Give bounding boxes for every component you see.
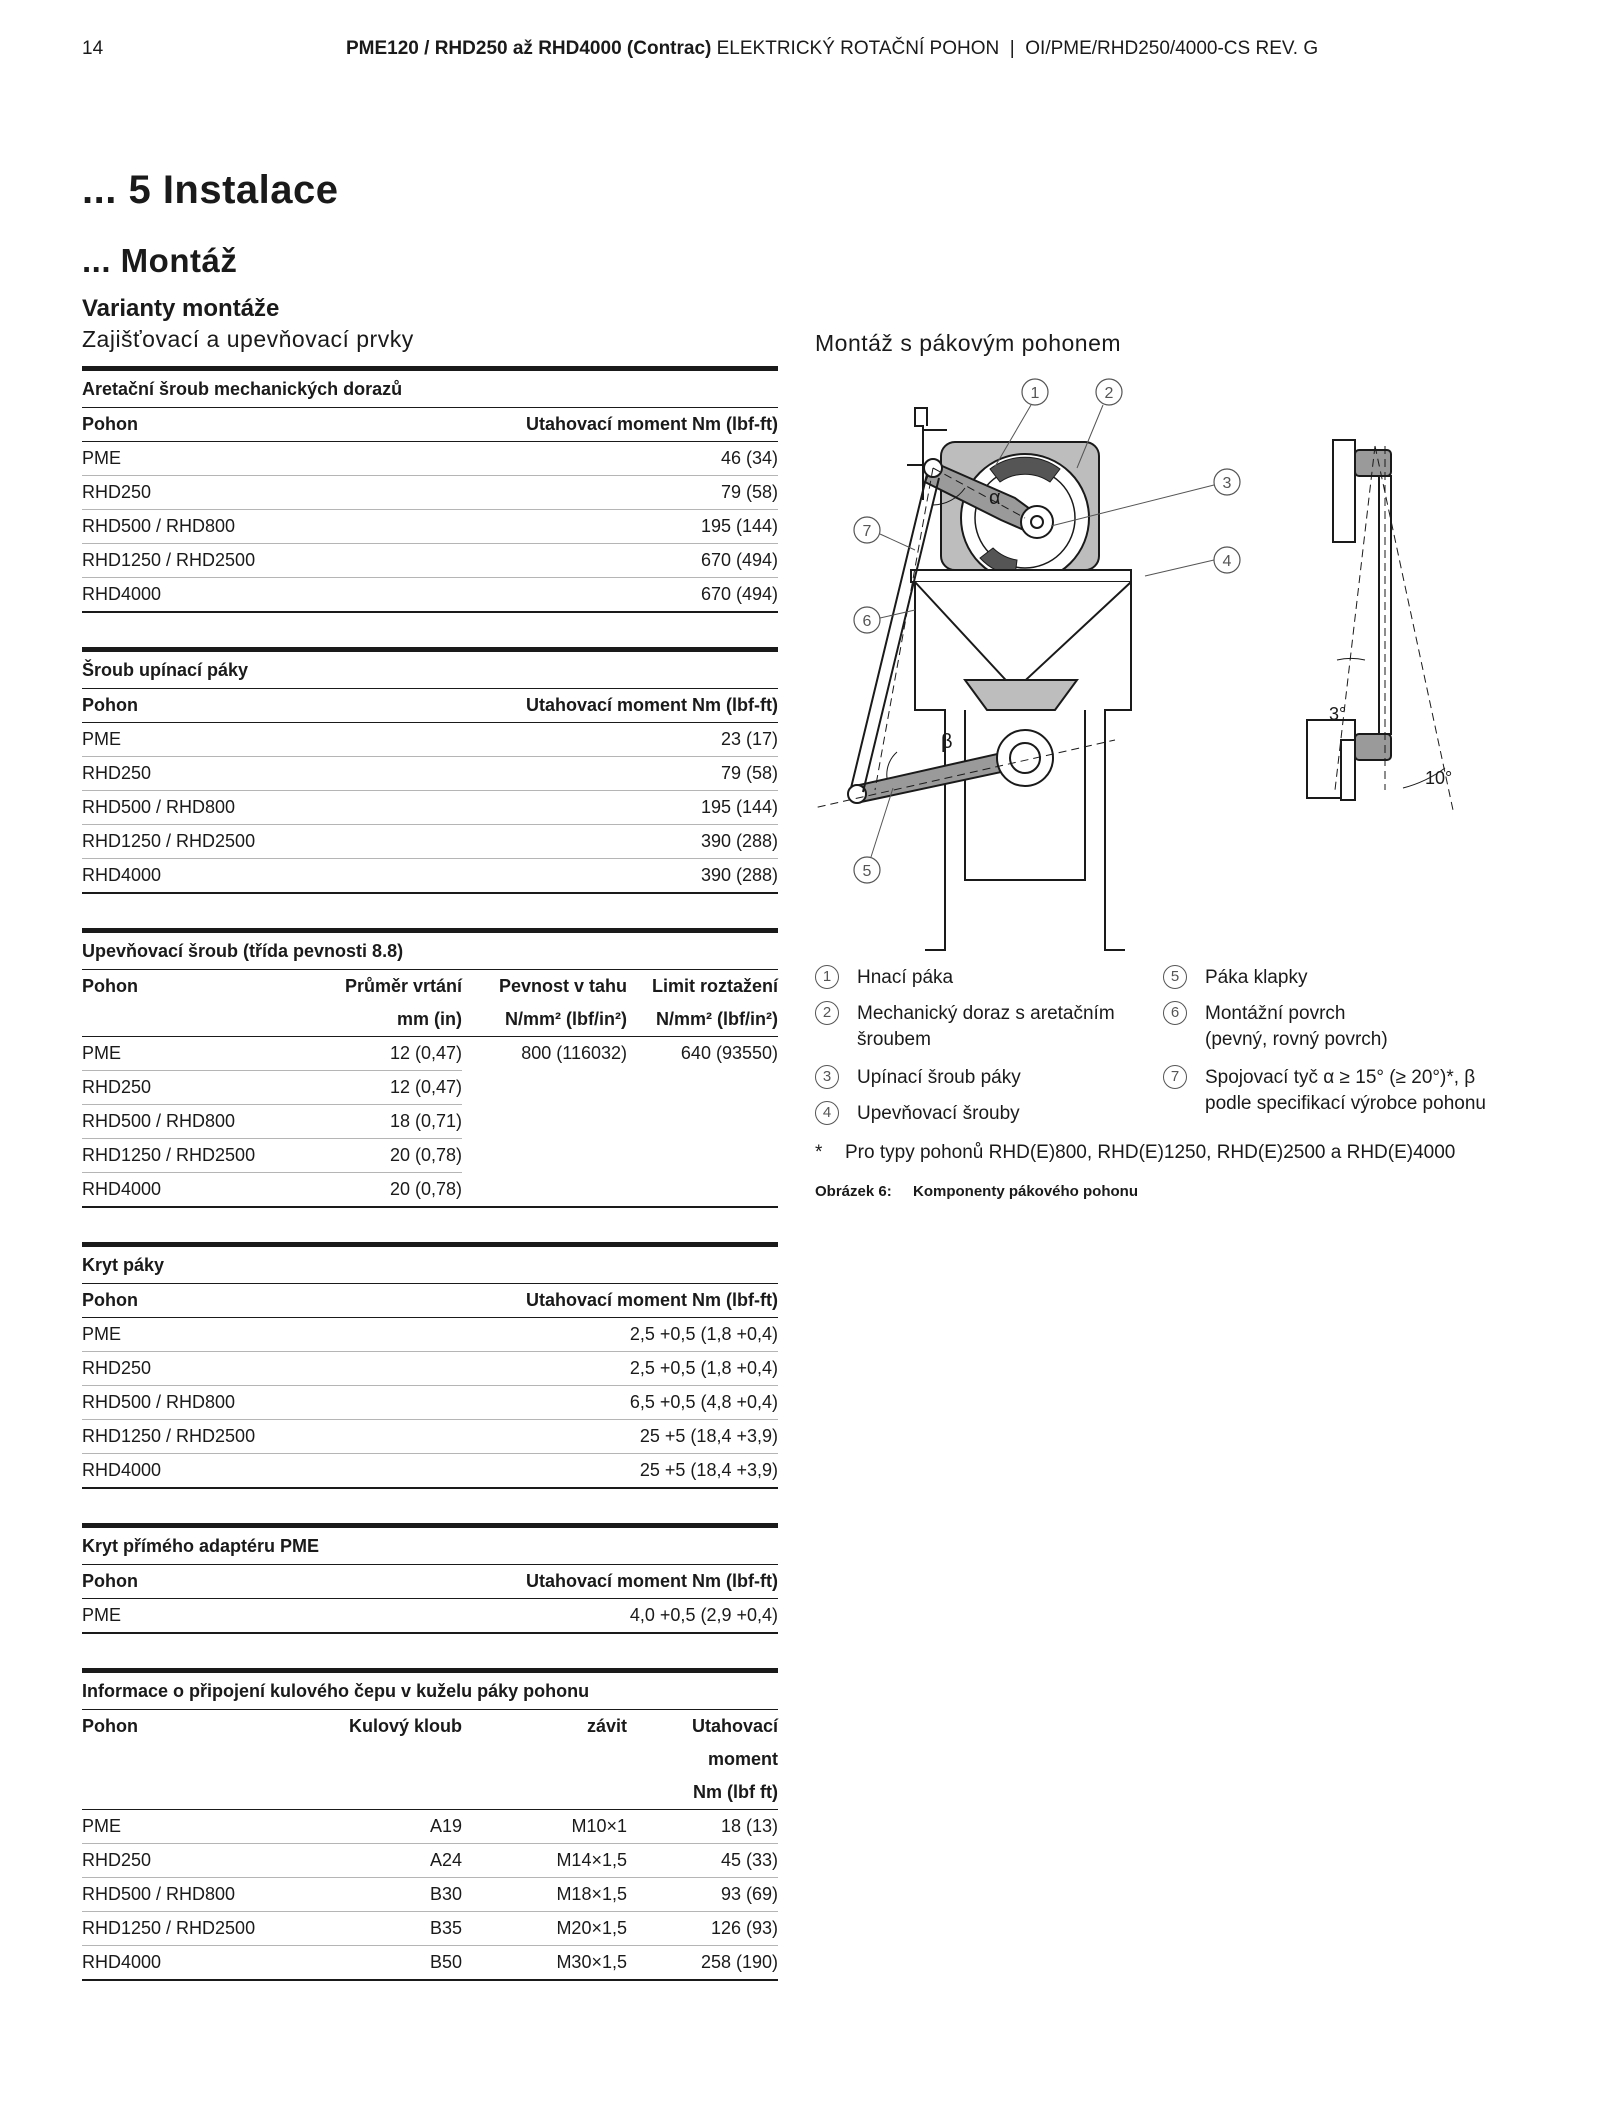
col-header xyxy=(82,1003,312,1037)
legend-item xyxy=(815,1101,1020,1127)
cell-drive: RHD1250 / RHD2500 xyxy=(82,1139,312,1173)
callout-number: 3 xyxy=(1222,475,1232,492)
left-column xyxy=(82,366,778,2015)
legend-item xyxy=(815,1001,1115,1053)
cell-bore: 18 (0,71) xyxy=(312,1105,462,1139)
cell-thread: M10×1 xyxy=(462,1810,627,1844)
col-header: Utahovací moment Nm (lbf-ft) xyxy=(209,1565,778,1599)
table-ball-joint xyxy=(82,1668,778,1981)
cell-drive: RHD4000 xyxy=(82,859,365,894)
cell-joint: B35 xyxy=(312,1912,462,1946)
cell-bore: 20 (0,78) xyxy=(312,1139,462,1173)
cell-thread: M14×1,5 xyxy=(462,1844,627,1878)
footnote-text: Pro typy pohonů RHD(E)800, RHD(E)1250, RHD(E)2500 a RHD(E)4000 xyxy=(845,1142,1456,1163)
col-header: mm (in) xyxy=(312,1003,462,1037)
legend-item xyxy=(815,1065,1021,1091)
cell-drive: RHD500 / RHD800 xyxy=(82,1105,312,1139)
figure-caption xyxy=(815,1183,1138,1200)
section-title: ... 5 Instalace xyxy=(82,168,339,212)
cell-torque: 4,0 +0,5 (2,9 +0,4) xyxy=(209,1599,778,1634)
table-row xyxy=(82,859,778,894)
cell-torque: 390 (288) xyxy=(365,859,778,894)
cell-torque: 126 (93) xyxy=(627,1912,778,1946)
cell-drive: RHD250 xyxy=(82,476,365,510)
col-header xyxy=(462,1776,627,1810)
footnote xyxy=(815,1142,1455,1164)
cell-drive: RHD4000 xyxy=(82,578,365,613)
table-row xyxy=(82,544,778,578)
side-view-shaft xyxy=(1341,740,1355,800)
callout-number: 6 xyxy=(862,613,872,630)
callout-number: 2 xyxy=(1104,385,1114,402)
figure-title: Montáž s pákovým pohonem xyxy=(815,330,1122,356)
cell-yield xyxy=(627,1105,778,1139)
cell-torque: 195 (144) xyxy=(365,510,778,544)
table-row xyxy=(82,578,778,613)
table-row xyxy=(82,1878,778,1912)
col-header: Utahovací moment Nm (lbf-ft) xyxy=(365,1284,778,1318)
angle-label-10: 10° xyxy=(1425,768,1453,788)
cell-tensile xyxy=(462,1173,627,1208)
table-row xyxy=(82,791,778,825)
cell-drive: RHD4000 xyxy=(82,1173,312,1208)
legend-item xyxy=(1163,965,1307,991)
cell-torque: 45 (33) xyxy=(627,1844,778,1878)
cell-torque: 79 (58) xyxy=(365,757,778,791)
legend-text: Montážní povrch xyxy=(1205,1003,1346,1024)
legend-text: Páka klapky xyxy=(1205,967,1308,988)
table-row xyxy=(82,1420,778,1454)
table-row xyxy=(82,757,778,791)
cell-drive: RHD250 xyxy=(82,1844,312,1878)
table-lever-clamp-screw xyxy=(82,647,778,894)
col-header: Utahovací moment Nm (lbf-ft) xyxy=(365,408,778,442)
col-header: Limit roztažení xyxy=(651,976,778,996)
mounting-bracket xyxy=(965,680,1077,710)
cell-drive: RHD250 xyxy=(82,757,365,791)
fixing-title: Zajišťovací a upevňovací prvky xyxy=(82,326,414,352)
legend-number: 5 xyxy=(1163,965,1187,989)
cell-tensile xyxy=(462,1105,627,1139)
callout-number: 7 xyxy=(862,523,872,540)
cell-drive: PME xyxy=(82,1318,365,1352)
cell-torque: 25 +5 (18,4 +3,9) xyxy=(365,1454,778,1489)
cell-yield: 640 (93550) xyxy=(680,1043,778,1064)
cell-yield xyxy=(627,1071,778,1105)
table-row xyxy=(82,1037,778,1071)
table-lever-cover xyxy=(82,1242,778,1489)
legend-number: 6 xyxy=(1163,1001,1187,1025)
document-title-rest: ELEKTRICKÝ ROTAČNÍ POHON | OI/PME/RHD250/4000-CS REV. G xyxy=(711,38,1319,59)
table-row xyxy=(82,476,778,510)
col-header: moment xyxy=(707,1749,778,1769)
col-header xyxy=(82,1743,312,1776)
legend-text: Upínací šroub páky xyxy=(857,1067,1021,1088)
legend-text: šroubem xyxy=(857,1029,931,1050)
cell-torque: 2,5 +0,5 (1,8 +0,4) xyxy=(365,1318,778,1352)
callout-number: 5 xyxy=(862,863,872,880)
col-header: závit xyxy=(586,1716,627,1736)
table-caption: Upevňovací šroub (třída pevnosti 8.8) xyxy=(82,931,778,970)
col-header: N/mm² (lbf/in²) xyxy=(627,1003,778,1037)
cell-torque: 670 (494) xyxy=(365,578,778,613)
col-header xyxy=(462,1743,627,1776)
cell-drive: RHD1250 / RHD2500 xyxy=(82,1420,365,1454)
cell-drive: RHD1250 / RHD2500 xyxy=(82,825,365,859)
cell-torque: 46 (34) xyxy=(365,442,778,476)
col-header: Pohon xyxy=(82,1716,138,1736)
legend-number: 2 xyxy=(815,1001,839,1025)
col-header: Pevnost v tahu xyxy=(498,976,627,996)
page-number: 14 xyxy=(82,38,104,59)
figure-caption-text: Komponenty pákového pohonu xyxy=(913,1183,1138,1200)
document-title xyxy=(346,38,1318,60)
table-row xyxy=(82,510,778,544)
callout-4 xyxy=(1145,547,1240,576)
cell-torque: 25 +5 (18,4 +3,9) xyxy=(365,1420,778,1454)
legend-item xyxy=(1163,1065,1486,1117)
col-header: Pohon xyxy=(82,1284,365,1318)
callout-number: 1 xyxy=(1030,385,1040,402)
cell-joint: B30 xyxy=(312,1878,462,1912)
variants-title: Varianty montáže xyxy=(82,295,280,322)
alpha-symbol: α xyxy=(989,487,1001,509)
table-row xyxy=(82,1912,778,1946)
table-locking-screw xyxy=(82,366,778,613)
table-row xyxy=(82,1139,778,1173)
cell-drive: RHD4000 xyxy=(82,1946,312,1981)
table-row xyxy=(82,1105,778,1139)
table-fixing-screw xyxy=(82,928,778,1208)
cell-thread: M30×1,5 xyxy=(462,1946,627,1981)
angle-label-3: 3° xyxy=(1329,704,1347,724)
cell-drive: RHD250 xyxy=(82,1071,312,1105)
col-header: Kulový kloub xyxy=(348,1716,462,1736)
legend-text: Upevňovací šrouby xyxy=(857,1103,1020,1124)
angle-arc-beta xyxy=(887,752,897,778)
table-row xyxy=(82,723,778,757)
cell-drive: PME xyxy=(82,723,365,757)
legend-text: Spojovací tyč α ≥ 15° (≥ 20°)*, β xyxy=(1205,1067,1476,1088)
table-caption: Informace o připojení kulového čepu v kuželu páky pohonu xyxy=(82,1671,778,1710)
cell-torque: 2,5 +0,5 (1,8 +0,4) xyxy=(365,1352,778,1386)
table-row xyxy=(82,1454,778,1489)
table-row xyxy=(82,1173,778,1208)
cell-joint: B50 xyxy=(312,1946,462,1981)
col-header xyxy=(82,1776,312,1810)
col-header: Pohon xyxy=(82,408,365,442)
cell-thread: M20×1,5 xyxy=(462,1912,627,1946)
col-header: Pohon xyxy=(82,689,365,723)
cell-drive: RHD1250 / RHD2500 xyxy=(82,544,365,578)
lever-hub-center xyxy=(1031,516,1043,528)
legend-number: 7 xyxy=(1163,1065,1187,1089)
document-title-bold: PME120 / RHD250 až RHD4000 (Contrac) xyxy=(346,38,712,59)
table-caption: Kryt přímého adaptéru PME xyxy=(82,1526,778,1565)
legend-number: 3 xyxy=(815,1065,839,1089)
cell-torque: 670 (494) xyxy=(365,544,778,578)
beta-symbol: β xyxy=(941,731,953,753)
table-caption: Kryt páky xyxy=(82,1245,778,1284)
cell-joint: A19 xyxy=(312,1810,462,1844)
lever-drive-drawing xyxy=(815,370,1515,960)
legend-text: Mechanický doraz s aretačním xyxy=(857,1003,1115,1024)
col-header: Pohon xyxy=(82,1565,209,1599)
cell-drive: RHD4000 xyxy=(82,1454,365,1489)
col-header xyxy=(312,1743,462,1776)
table-caption: Aretační šroub mechanických dorazů xyxy=(82,369,778,408)
cell-thread: M18×1,5 xyxy=(462,1878,627,1912)
col-header: Pohon xyxy=(82,976,138,996)
col-header: Utahovací moment Nm (lbf-ft) xyxy=(365,689,778,723)
table-row xyxy=(82,1946,778,1981)
legend-text: Hnací páka xyxy=(857,967,954,988)
mounting-plate xyxy=(911,570,1131,582)
col-header: Utahovací xyxy=(691,1716,778,1736)
cell-drive: PME xyxy=(82,1037,312,1071)
cell-drive: RHD250 xyxy=(82,1352,365,1386)
cell-drive: RHD500 / RHD800 xyxy=(82,1878,312,1912)
table-row xyxy=(82,1318,778,1352)
col-header: N/mm² (lbf/in²) xyxy=(462,1003,627,1037)
cell-yield xyxy=(627,1139,778,1173)
legend-item xyxy=(1163,1001,1388,1053)
col-header: Průměr vrtání xyxy=(344,976,462,996)
cell-bore: 12 (0,47) xyxy=(312,1071,462,1105)
side-view-actuator xyxy=(1333,440,1355,542)
table-adapter-cover xyxy=(82,1523,778,1634)
cell-drive: RHD500 / RHD800 xyxy=(82,1386,365,1420)
cell-torque: 258 (190) xyxy=(627,1946,778,1981)
cell-yield xyxy=(627,1173,778,1208)
legend-text: podle specifikací výrobce pohonu xyxy=(1205,1093,1486,1114)
cell-bore: 20 (0,78) xyxy=(312,1173,462,1208)
cell-drive: PME xyxy=(82,1810,312,1844)
col-header: Nm (lbf ft) xyxy=(627,1776,778,1810)
cell-drive: PME xyxy=(82,442,365,476)
cell-torque: 79 (58) xyxy=(365,476,778,510)
subsection-title: ... Montáž xyxy=(82,242,238,279)
side-view-joint-bottom xyxy=(1355,734,1391,760)
angle-arc-3 xyxy=(1337,658,1365,660)
cell-torque: 390 (288) xyxy=(365,825,778,859)
cell-tensile xyxy=(462,1139,627,1173)
cell-bore: 12 (0,47) xyxy=(312,1037,462,1071)
table-row xyxy=(82,1352,778,1386)
figure-caption-label: Obrázek 6: xyxy=(815,1183,892,1200)
table-row xyxy=(82,1071,778,1105)
cell-torque: 6,5 +0,5 (4,8 +0,4) xyxy=(365,1386,778,1420)
cell-drive: RHD500 / RHD800 xyxy=(82,510,365,544)
footnote-mark: * xyxy=(815,1142,823,1163)
cell-drive: PME xyxy=(82,1599,209,1634)
cell-torque: 93 (69) xyxy=(627,1878,778,1912)
legend-text: (pevný, rovný povrch) xyxy=(1205,1029,1388,1050)
cell-torque: 195 (144) xyxy=(365,791,778,825)
legend-number: 1 xyxy=(815,965,839,989)
callout-number: 4 xyxy=(1222,553,1232,570)
table-row xyxy=(82,1844,778,1878)
cell-drive: RHD1250 / RHD2500 xyxy=(82,1912,312,1946)
table-row xyxy=(82,1810,778,1844)
cell-tensile: 800 (116032) xyxy=(521,1043,627,1064)
cell-joint: A24 xyxy=(312,1844,462,1878)
table-row xyxy=(82,442,778,476)
table-row xyxy=(82,825,778,859)
col-header xyxy=(312,1776,462,1810)
table-caption: Šroub upínací páky xyxy=(82,650,778,689)
cell-tensile xyxy=(462,1071,627,1105)
legend-item xyxy=(815,965,953,991)
cell-torque: 23 (17) xyxy=(365,723,778,757)
cell-drive: RHD500 / RHD800 xyxy=(82,791,365,825)
legend-number: 4 xyxy=(815,1101,839,1125)
callout-7 xyxy=(854,517,915,550)
table-row xyxy=(82,1599,778,1634)
table-row xyxy=(82,1386,778,1420)
cell-torque: 18 (13) xyxy=(627,1810,778,1844)
